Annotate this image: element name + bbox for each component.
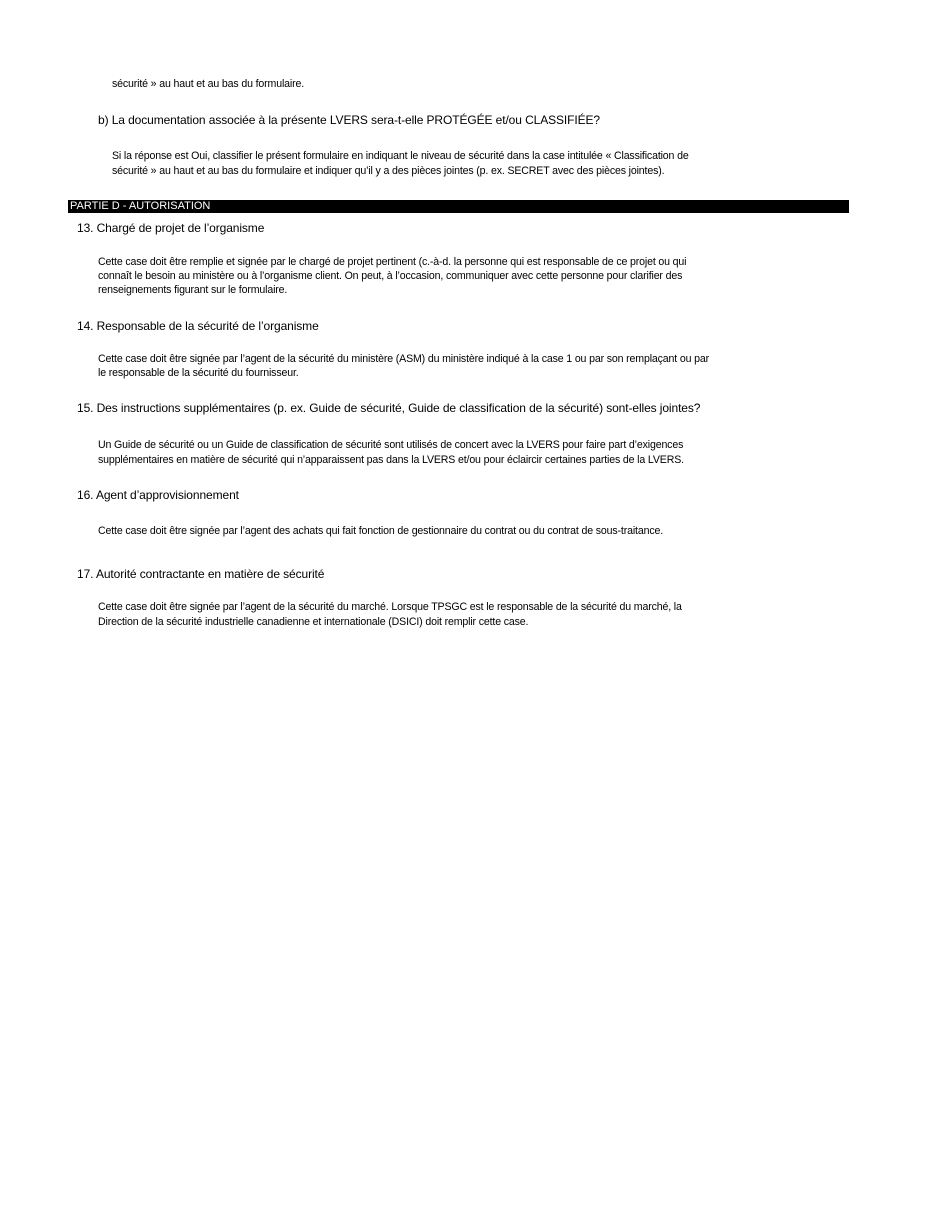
item-16-text: Cette case doit être signée par l’agent des achats qui fait fonction de gestionnaire du contrat ou du contrat de sous-traitance. (98, 525, 663, 537)
item-14-text: Cette case doit être signée par l’agent de la sécurité du ministère (ASM) du ministère indiqué à la case 1 ou par son remplaçant ou par (98, 353, 710, 365)
intro-line: sécurité » au haut et au bas du formulaire. (112, 78, 305, 90)
item-17-text: Cette case doit être signée par l’agent de la sécurité du marché. Lorsque TPSGC est le responsable de la sécurité du marché, la (98, 601, 682, 613)
item-13-title: 13. Chargé de projet de l’organisme (77, 221, 265, 235)
answer-b-line: sécurité » au haut et au bas du formulaire et indiquer qu’il y a des pièces jointes (p. ex. SECRET avec des pièces jointes). (112, 165, 665, 177)
item-17-title: 17. Autorité contractante en matière de sécurité (77, 567, 325, 581)
question-b: b) La documentation associée à la présente LVERS sera-t-elle PROTÉGÉE et/ou CLASSIFIÉE? (98, 113, 600, 127)
item-16-title: 16. Agent d’approvisionnement (77, 488, 239, 502)
item-15-text: supplémentaires en matière de sécurité qui n’apparaissent pas dans la LVERS et/ou pour éclaircir certaines parties de la LVERS. (98, 454, 684, 466)
item-15-title: 15. Des instructions supplémentaires (p. ex. Guide de sécurité, Guide de classification de la sécurité) sont-elles jointes? (77, 401, 701, 415)
section-header-partie-d: PARTIE D - AUTORISATION (68, 200, 849, 213)
answer-b-line: Si la réponse est Oui, classifier le présent formulaire en indiquant le niveau de sécurité dans la case intitulée « Classification de (112, 150, 689, 162)
item-14-text: le responsable de la sécurité du fournisseur. (98, 367, 299, 379)
item-17-text: Direction de la sécurité industrielle canadienne et internationale (DSICI) doit remplir cette case. (98, 616, 529, 628)
item-14-title: 14. Responsable de la sécurité de l’organisme (77, 319, 319, 333)
item-13-text: renseignements figurant sur le formulaire. (98, 284, 288, 296)
item-15-text: Un Guide de sécurité ou un Guide de classification de sécurité sont utilisés de concert avec la LVERS pour faire part d’exigences (98, 439, 684, 451)
item-13-text: Cette case doit être remplie et signée par le chargé de projet pertinent (c.-à-d. la personne qui est responsable de ce projet ou qui (98, 256, 687, 268)
item-13-text: connaît le besoin au ministère ou à l’organisme client. On peut, à l’occasion, communiquer avec cette personne pour clarifier des (98, 270, 683, 282)
